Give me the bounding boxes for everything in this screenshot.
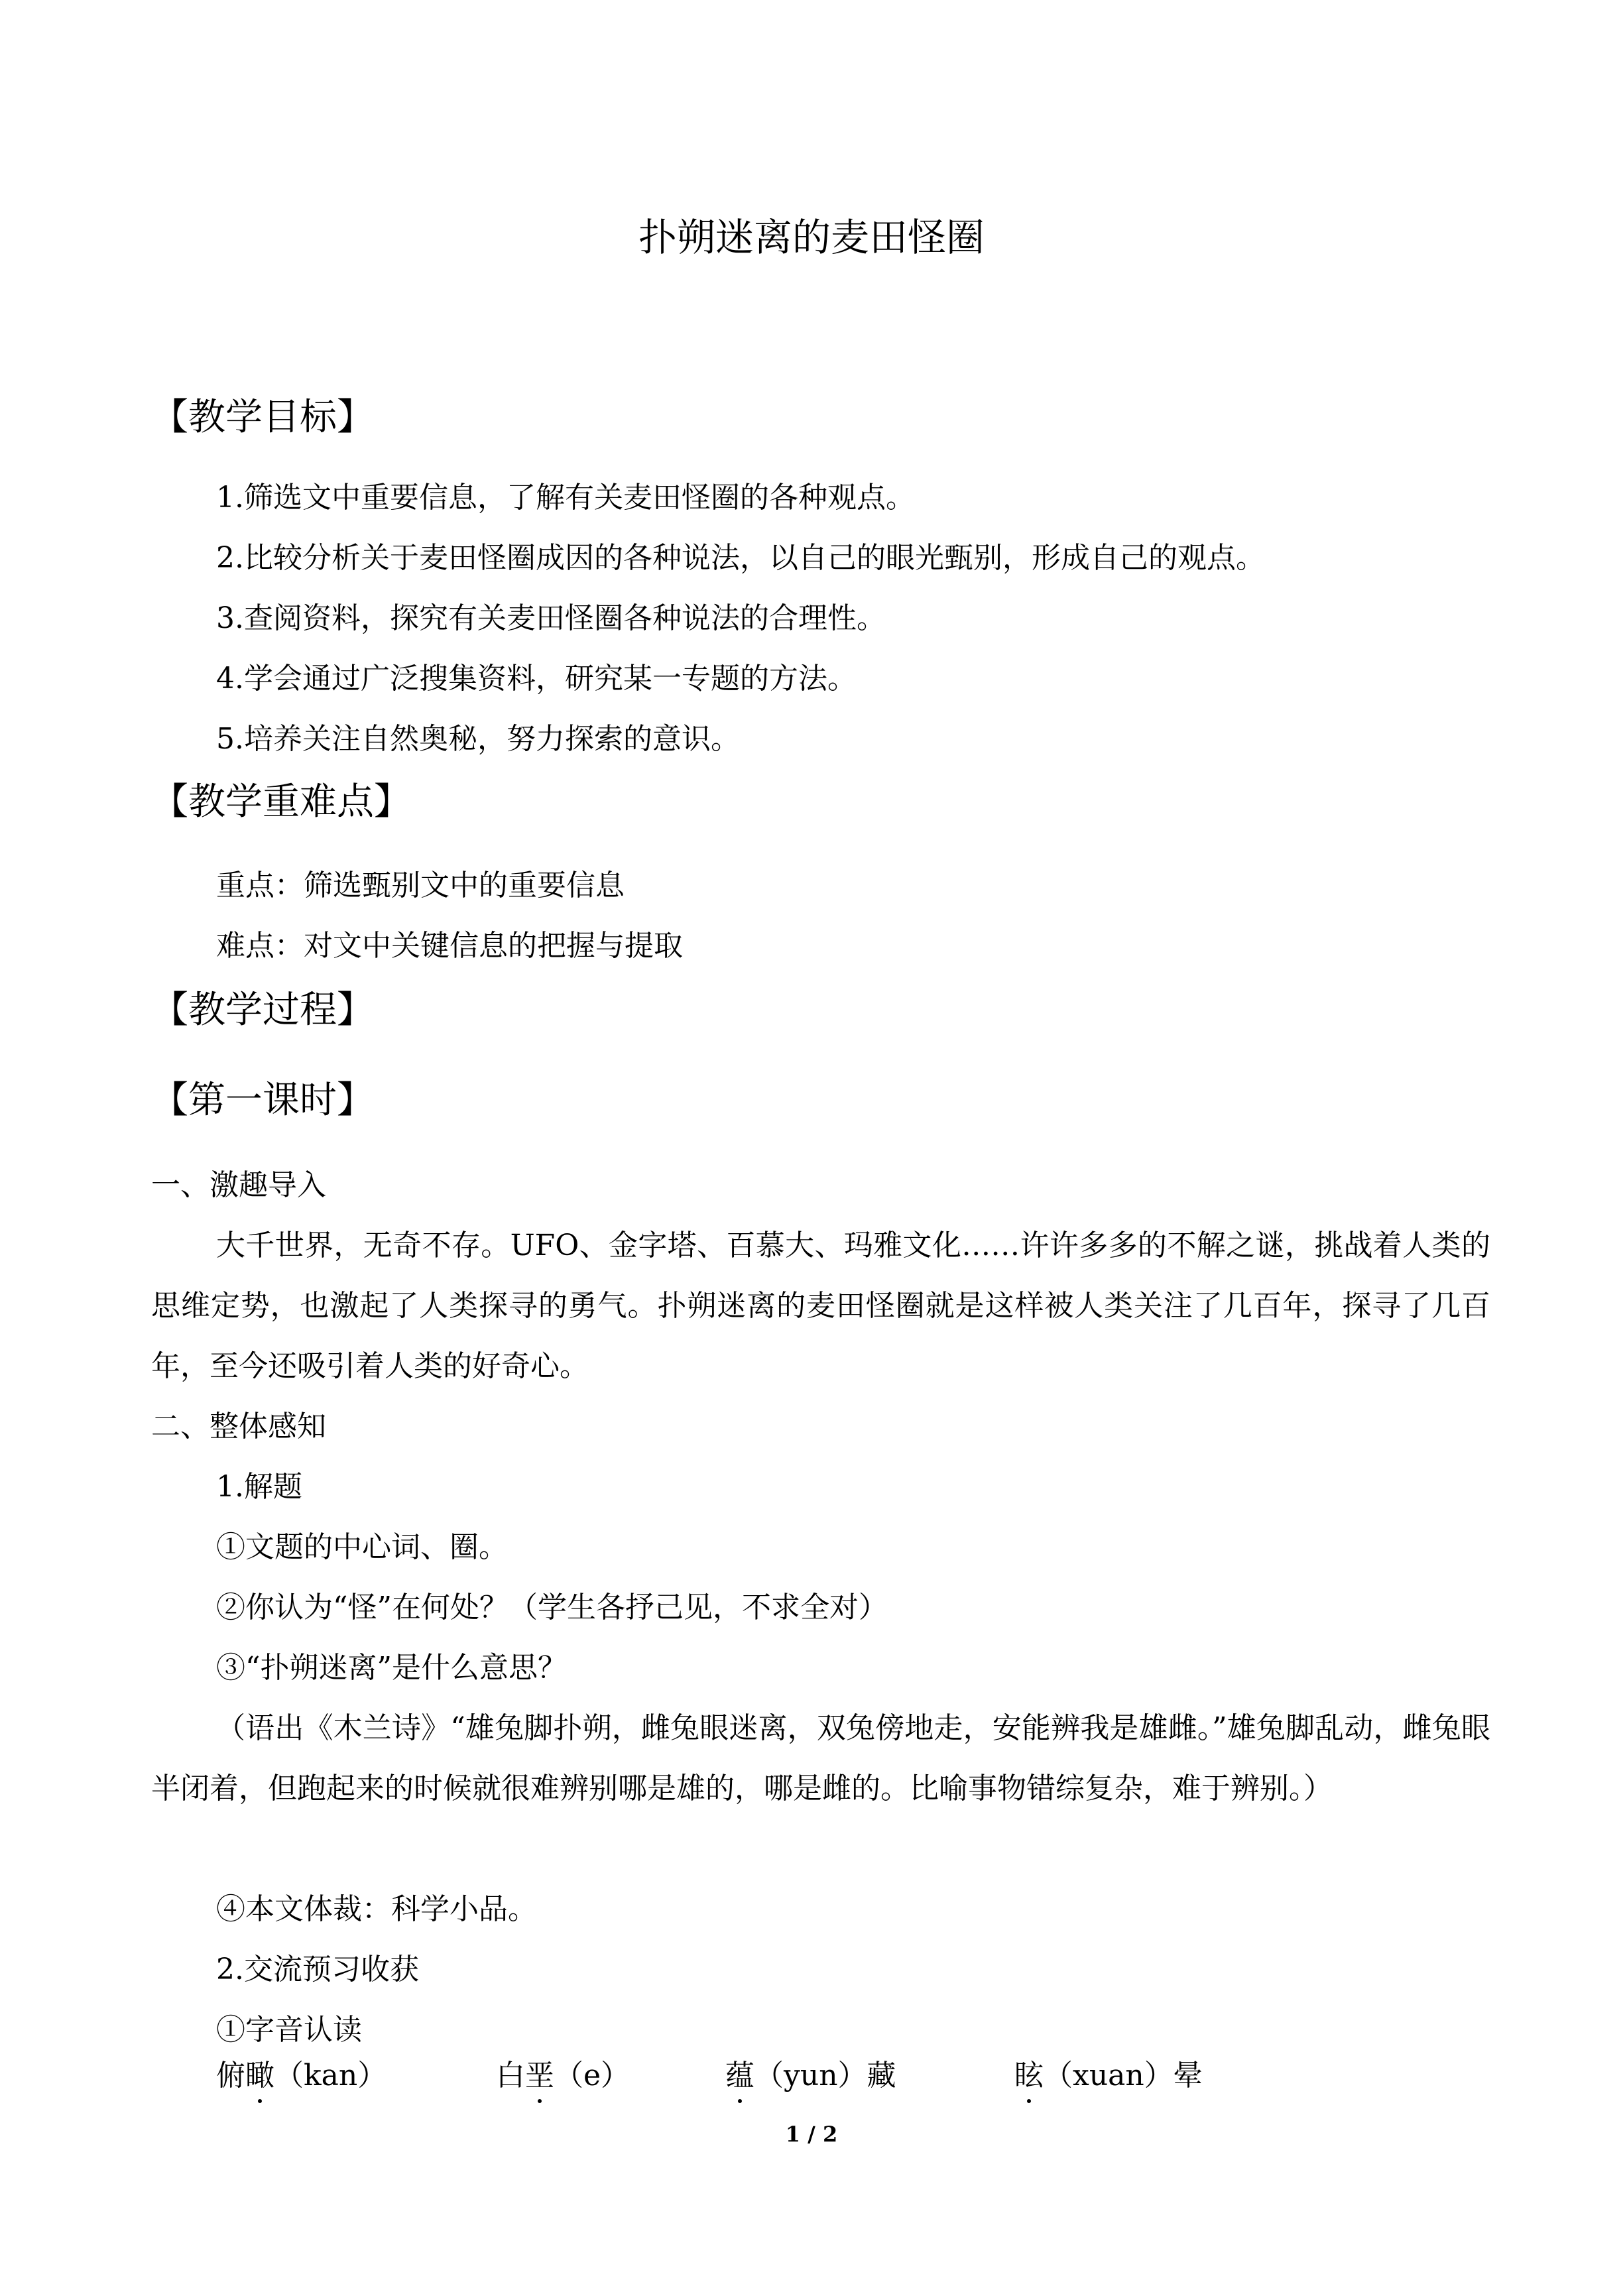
list-item: 2.交流预习收获 xyxy=(216,1953,419,1986)
keypoint-item: 难点：对文中关键信息的把握与提取 xyxy=(216,929,683,963)
list-item: ③“扑朔迷离”是什么意思？ xyxy=(216,1651,567,1685)
goal-item: 1.筛选文中重要信息，了解有关麦田怪圈的各种观点。 xyxy=(216,481,915,514)
vocab-pinyin: （yun）藏 xyxy=(754,2059,896,2092)
vocab-text: 白 xyxy=(496,2059,525,2092)
explanation-paragraph: （语出《木兰诗》“雄兔脚扑朔，雌兔眼迷离，双兔傍地走，安能辨我是雄雌。”雄兔脚乱动，雌兔眼半闭着，但跑起来的时候就很难辨别哪是雄的，哪是雌的。比喻事物错综复杂，难于辨别。） xyxy=(151,1711,1490,1805)
section-heading-process: 【教学过程】 xyxy=(151,989,374,1032)
keypoint-item: 重点：筛选甄别文中的重要信息 xyxy=(216,869,625,902)
vocab-dotted-char: 瞰 xyxy=(245,2053,274,2099)
list-item: 1.解题 xyxy=(216,1470,302,1504)
vocab-dotted-char: 垩 xyxy=(525,2053,554,2099)
vocab-pinyin: （xuan）晕 xyxy=(1044,2059,1203,2092)
vocab-row xyxy=(0,2053,1623,2099)
section-heading-lesson: 【第一课时】 xyxy=(151,1079,374,1122)
vocab-dotted-char: 眩 xyxy=(1014,2053,1044,2099)
goal-item: 4.学会通过广泛搜集资料，研究某一专题的方法。 xyxy=(216,662,857,695)
goal-item: 3.查阅资料，探究有关麦田怪圈各种说法的合理性。 xyxy=(216,601,886,635)
list-item: ①文题的中心词、圈。 xyxy=(216,1530,508,1564)
part-heading: 一、激趣导入 xyxy=(151,1168,326,1202)
vocab-text: 俯 xyxy=(216,2059,245,2092)
vocab-item xyxy=(496,2053,630,2099)
intro-paragraph: 大千世界，无奇不存。UFO、金字塔、百慕大、玛雅文化……许许多多的不解之谜，挑战着人类的思维定势，也激起了人类探寻的勇气。扑朔迷离的麦田怪圈就是这样被人类关注了几百年，探寻了几百年，至今还吸引着人类的好奇心。 xyxy=(151,1229,1490,1383)
page-title: 扑朔迷离的麦田怪圈 xyxy=(638,215,985,260)
goal-item: 2.比较分析关于麦田怪圈成因的各种说法，以自己的眼光甄别，形成自己的观点。 xyxy=(216,541,1265,575)
vocab-item xyxy=(725,2053,896,2099)
vocab-dotted-char: 蕴 xyxy=(725,2053,754,2099)
section-heading-keypoints: 【教学重难点】 xyxy=(151,780,411,823)
section-heading-goals: 【教学目标】 xyxy=(151,396,374,439)
vocab-item xyxy=(1014,2053,1203,2099)
vocab-item xyxy=(216,2053,387,2099)
goal-item: 5.培养关注自然奥秘，努力探索的意识。 xyxy=(216,722,740,756)
part-heading: 二、整体感知 xyxy=(151,1410,326,1443)
vocab-pinyin: （kan） xyxy=(274,2059,387,2092)
list-item: ①字音认读 xyxy=(216,2013,362,2047)
page-number: 1 / 2 xyxy=(785,2122,838,2147)
vocab-pinyin: （e） xyxy=(554,2059,631,2092)
list-item: ②你认为“怪”在何处？（学生各抒己见，不求全对） xyxy=(216,1591,888,1624)
list-item: ④本文体裁：科学小品。 xyxy=(216,1892,537,1926)
